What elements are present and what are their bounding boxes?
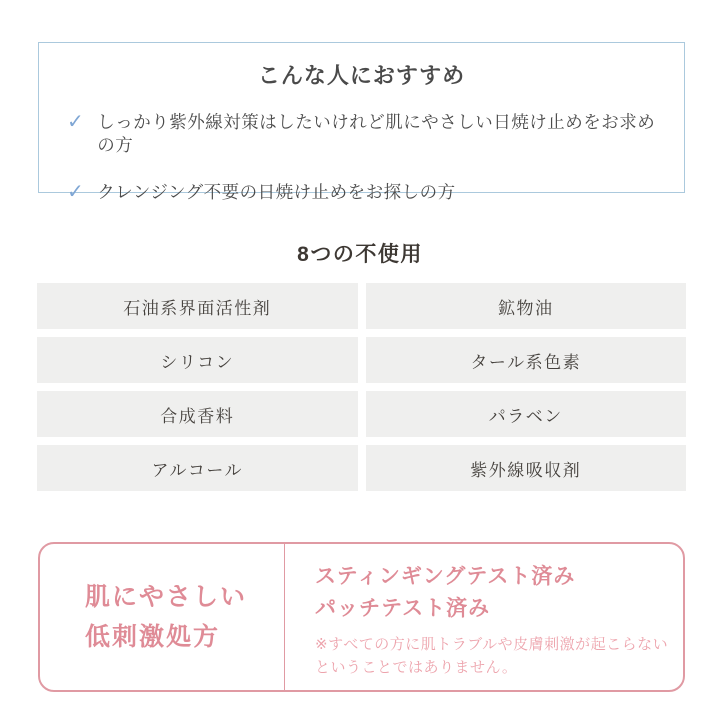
gentle-formula-left-panel [40, 544, 285, 690]
disclaimer-line2: ということではありません。 [315, 658, 518, 676]
disclaimer-line1: ※すべての方に肌トラブルや皮膚刺激が起こらない [315, 636, 669, 653]
recommend-title: こんな人におすすめ [257, 63, 466, 88]
free-of-cell-mineral-oil: 鉱物油 [366, 283, 687, 329]
patch-test-line: パッチテスト済み [315, 596, 491, 620]
free-of-cell-alcohol: アルコール [37, 445, 358, 491]
free-of-grid [37, 283, 686, 491]
free-of-cell-petroleum-surfactant: 石油系界面活性剤 [37, 283, 358, 329]
recommend-box [38, 42, 685, 203]
free-of-cell-paraben: パラベン [366, 391, 687, 437]
check-icon: ✓ [67, 180, 85, 203]
gentle-formula-box [38, 542, 685, 692]
free-of-cell-synthetic-fragrance: 合成香料 [37, 391, 358, 437]
free-of-cell-uv-absorber: 紫外線吸収剤 [366, 445, 687, 491]
recommend-item-1 [67, 111, 664, 157]
gentle-formula-label-line1: 肌にやさしい [85, 583, 248, 611]
free-of-title: 8つの不使用 [297, 243, 423, 266]
recommend-item-2 [67, 181, 664, 204]
gentle-formula-right-panel [285, 544, 683, 690]
recommend-item-text: しっかり紫外線対策はしたいけれど肌にやさしい日焼け止めをお求めの方 [97, 112, 656, 155]
free-of-cell-tar-colorant: タール系色素 [366, 337, 687, 383]
gentle-formula-label-line2: 低刺激処方 [85, 623, 221, 651]
stinging-test-line: スティンギングテスト済み [315, 565, 576, 588]
check-icon: ✓ [67, 111, 85, 133]
test-disclaimer-note [315, 634, 669, 679]
free-of-cell-silicone: シリコン [37, 337, 358, 383]
recommend-item-text: クレンジング不要の日焼け止めをお探しの方 [97, 181, 456, 202]
test-status-title [315, 561, 669, 624]
